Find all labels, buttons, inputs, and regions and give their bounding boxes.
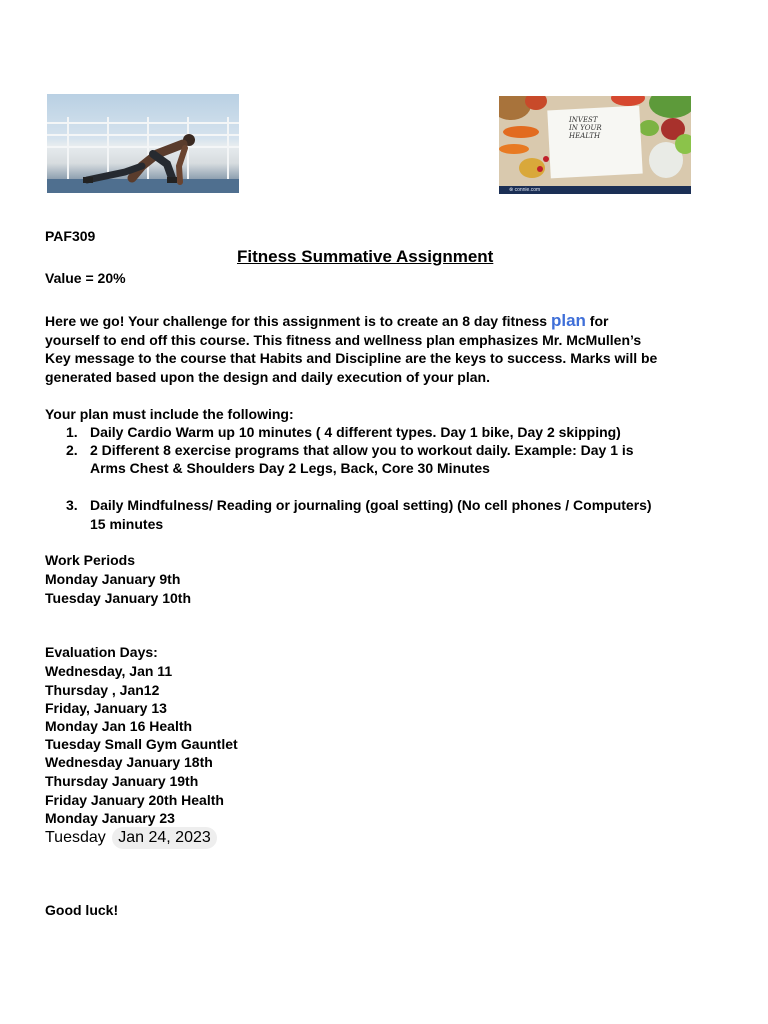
evaluation-date: Thursday , Jan12	[45, 682, 160, 698]
photo-credit: ⊗ connie.com	[509, 187, 541, 193]
closing-text: Good luck!	[45, 902, 119, 918]
health-card-text: INVEST IN YOUR HEALTH	[569, 116, 602, 140]
requirements-heading: Your plan must include the following:	[45, 406, 294, 422]
date-chip[interactable]: Jan 24, 2023	[112, 827, 217, 849]
evaluation-days-heading: Evaluation Days:	[45, 644, 158, 660]
evaluation-date: Wednesday January 18th	[45, 754, 213, 770]
evaluation-date: Friday January 20th Health	[45, 792, 224, 808]
course-code: PAF309	[45, 228, 96, 244]
work-period-date: Monday January 9th	[45, 571, 181, 587]
intro-line-3: Key message to the course that Habits and Discipline are the keys to success. Marks will be	[45, 350, 658, 366]
intro-line-1: Here we go! Your challenge for this assignment is to create an 8 day fitness plan for	[45, 311, 609, 330]
evaluation-date: Friday, January 13	[45, 700, 167, 716]
intro-line-4: generated based upon the design and daily execution of your plan.	[45, 369, 490, 385]
work-periods-heading: Work Periods	[45, 552, 135, 568]
evaluation-date: Thursday January 19th	[45, 773, 199, 789]
evaluation-date: Tuesday Small Gym Gauntlet	[45, 736, 238, 752]
intro-line-2: yourself to end off this course. This fitness and wellness plan emphasizes Mr. McMullen’s	[45, 332, 642, 348]
plan-link[interactable]: plan	[550, 311, 586, 330]
page-title: Fitness Summative Assignment	[237, 247, 494, 266]
value-line: Value = 20%	[45, 270, 126, 286]
man-running-start-photo	[47, 94, 239, 193]
final-evaluation-date: Tuesday Jan 24, 2023	[45, 827, 217, 849]
healthy-food-photo	[499, 96, 691, 194]
evaluation-date: Wednesday, Jan 11	[45, 663, 173, 679]
evaluation-date: Monday January 23	[45, 810, 175, 826]
work-period-date: Tuesday January 10th	[45, 590, 192, 606]
evaluation-date: Monday Jan 16 Health	[45, 718, 193, 734]
